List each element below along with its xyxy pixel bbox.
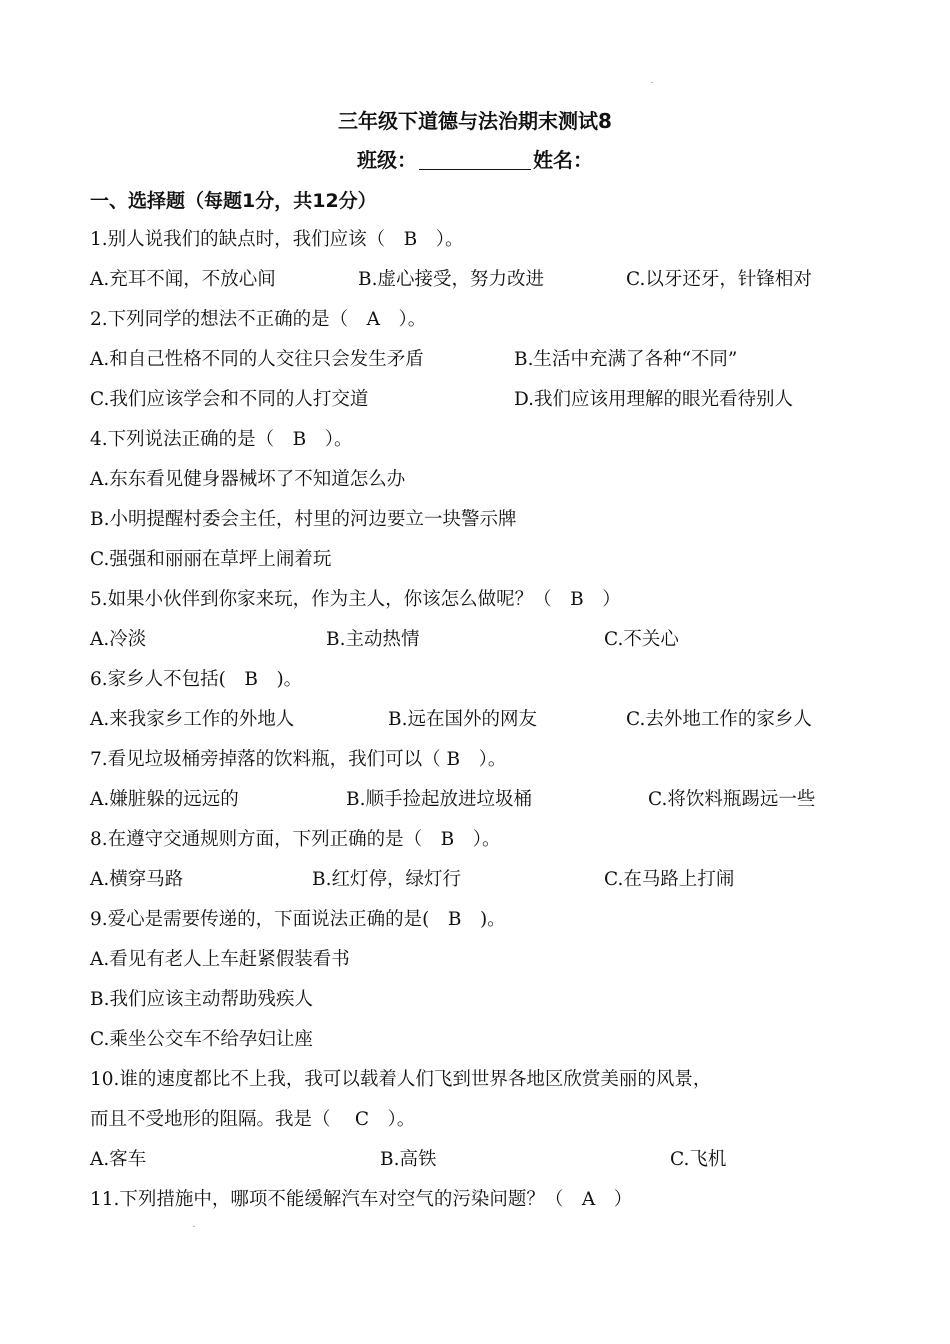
question-stem: 9.爱心是需要传递的，下面说法正确的是( B )。 bbox=[90, 909, 506, 930]
option: B.高铁 bbox=[380, 1149, 437, 1170]
option: B.我们应该主动帮助残疾人 bbox=[90, 989, 313, 1010]
option: A.横穿马路 bbox=[90, 869, 184, 890]
option: B.虚心接受，努力改进 bbox=[358, 269, 544, 290]
name-label: 姓名： bbox=[533, 148, 593, 172]
option: B.顺手捡起放进垃圾桶 bbox=[346, 789, 532, 810]
option: C.以牙还牙，针锋相对 bbox=[626, 269, 812, 290]
question-stem: 2.下列同学的想法不正确的是（ A ）。 bbox=[90, 309, 427, 330]
option: B.主动热情 bbox=[326, 629, 420, 650]
option: C.强强和丽丽在草坪上闹着玩 bbox=[90, 549, 332, 570]
option-row bbox=[90, 345, 870, 385]
option: C.去外地工作的家乡人 bbox=[626, 709, 812, 730]
question-list bbox=[90, 225, 870, 1225]
exam-title: 三年级下道德与法治期末测试8 bbox=[338, 109, 612, 133]
option: A.客车 bbox=[90, 1149, 147, 1170]
option: A.东东看见健身器械坏了不知道怎么办 bbox=[90, 469, 406, 490]
option-row bbox=[90, 785, 870, 825]
scan-speck bbox=[651, 82, 653, 83]
option: A.充耳不闻，不放心间 bbox=[90, 269, 276, 290]
question-stem-continued: 而且不受地形的阻隔。我是（ C ）。 bbox=[90, 1109, 416, 1130]
option: C.乘坐公交车不给孕妇让座 bbox=[90, 1029, 313, 1050]
option: C.将饮料瓶踢远一些 bbox=[648, 789, 816, 810]
question-stem: 1.别人说我们的缺点时，我们应该（ B ）。 bbox=[90, 229, 464, 250]
option: B.远在国外的网友 bbox=[388, 709, 537, 730]
option: B.小明提醒村委会主任，村里的河边要立一块警示牌 bbox=[90, 509, 517, 530]
question-stem: 6.家乡人不包括( B )。 bbox=[90, 669, 303, 690]
class-name-line bbox=[0, 145, 950, 175]
option-row bbox=[90, 625, 870, 665]
option-row bbox=[90, 385, 870, 425]
option: A.嫌脏躲的远远的 bbox=[90, 789, 239, 810]
option: A.冷淡 bbox=[90, 629, 147, 650]
option: D.我们应该用理解的眼光看待别人 bbox=[514, 389, 794, 410]
question-stem: 8.在遵守交通规则方面，下列正确的是（ B ）。 bbox=[90, 829, 501, 850]
option: B.生活中充满了各种“不同” bbox=[514, 349, 738, 370]
option-row bbox=[90, 865, 870, 905]
section-title: 一、选择题（每题1分，共12分） bbox=[90, 190, 377, 212]
question-stem: 11.下列措施中，哪项不能缓解汽车对空气的污染问题？（ A ） bbox=[90, 1189, 633, 1210]
question-stem: 10.谁的速度都比不上我，我可以载着人们飞到世界各地区欣赏美丽的风景， bbox=[90, 1069, 712, 1090]
option: C.飞机 bbox=[670, 1149, 727, 1170]
scan-speck bbox=[193, 1226, 195, 1227]
option-row bbox=[90, 1145, 870, 1185]
option: A.和自己性格不同的人交往只会发生矛盾 bbox=[90, 349, 424, 370]
question-stem: 7.看见垃圾桶旁掉落的饮料瓶，我们可以（ B ）。 bbox=[90, 749, 507, 770]
question-stem: 4.下列说法正确的是（ B ）。 bbox=[90, 429, 353, 450]
question-stem: 5.如果小伙伴到你家来玩，作为主人，你该怎么做呢？（ B ） bbox=[90, 589, 621, 610]
option: C.在马路上打闹 bbox=[604, 869, 735, 890]
option: C.我们应该学会和不同的人打交道 bbox=[90, 389, 369, 410]
class-blank[interactable] bbox=[419, 147, 531, 170]
option: B.红灯停，绿灯行 bbox=[312, 869, 461, 890]
option: C.不关心 bbox=[604, 629, 679, 650]
option: A.看见有老人上车赶紧假装看书 bbox=[90, 949, 350, 970]
class-label: 班级： bbox=[357, 148, 417, 172]
option: A.来我家乡工作的外地人 bbox=[90, 709, 295, 730]
option-row bbox=[90, 705, 870, 745]
option-row bbox=[90, 265, 870, 305]
